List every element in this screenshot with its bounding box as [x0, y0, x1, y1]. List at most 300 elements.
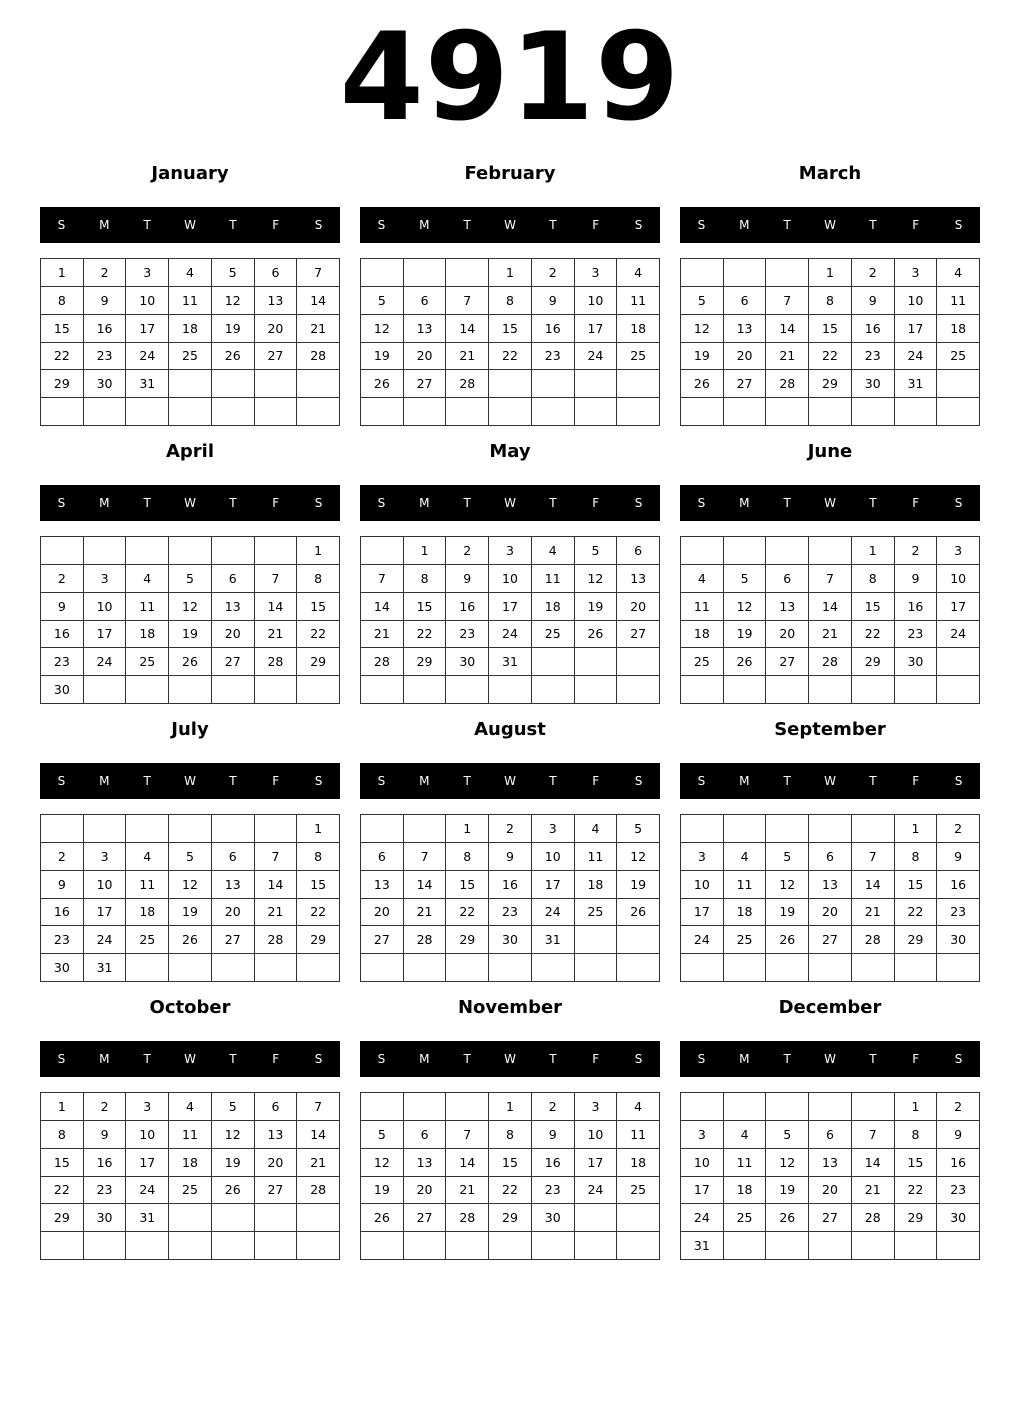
day-cell: 19	[169, 899, 212, 927]
day-cell: 14	[297, 1121, 340, 1149]
day-cell: 10	[575, 1121, 618, 1149]
empty-day-cell	[852, 398, 895, 426]
weekday-label: F	[912, 774, 920, 788]
day-cell: 17	[575, 315, 618, 343]
day-cell: 30	[84, 1204, 127, 1232]
day-cell: 12	[681, 315, 724, 343]
day-cell: 6	[212, 843, 255, 871]
empty-day-cell	[169, 676, 212, 704]
weekday-label: F	[272, 774, 280, 788]
day-cell: 29	[297, 926, 340, 954]
day-cell: 23	[895, 621, 938, 649]
day-cell: 18	[724, 899, 767, 927]
day-cell: 19	[617, 871, 660, 899]
weekday-label: W	[824, 774, 836, 788]
day-cell: 26	[724, 648, 767, 676]
empty-day-cell	[255, 1204, 298, 1232]
day-cell: 17	[532, 871, 575, 899]
weekday-label: W	[184, 496, 196, 510]
weekday-label: F	[592, 496, 600, 510]
weekday-label: W	[504, 1052, 516, 1066]
day-cell: 5	[681, 287, 724, 315]
day-cell: 4	[617, 259, 660, 287]
day-cell: 28	[852, 926, 895, 954]
month-name: October	[149, 997, 231, 1018]
day-cell: 28	[809, 648, 852, 676]
day-cell: 11	[126, 593, 169, 621]
day-cell: 21	[255, 899, 298, 927]
weekday-label: T	[229, 496, 237, 510]
empty-day-cell	[724, 1232, 767, 1260]
day-cell: 1	[404, 537, 447, 565]
empty-day-cell	[361, 1093, 404, 1121]
empty-day-cell	[169, 815, 212, 843]
empty-day-cell	[617, 926, 660, 954]
empty-day-cell	[212, 1204, 255, 1232]
day-cell: 17	[937, 593, 980, 621]
day-cell: 27	[404, 370, 447, 398]
day-cell: 29	[41, 370, 84, 398]
day-cell: 29	[809, 370, 852, 398]
day-cell: 24	[489, 621, 532, 649]
empty-day-cell	[681, 398, 724, 426]
weekday-header	[40, 763, 340, 799]
day-cell: 9	[532, 287, 575, 315]
day-cell: 27	[255, 343, 298, 371]
empty-day-cell	[212, 370, 255, 398]
day-cell: 4	[724, 843, 767, 871]
weekday-label: W	[824, 1052, 836, 1066]
empty-day-cell	[126, 954, 169, 982]
empty-day-cell	[766, 537, 809, 565]
day-cell: 16	[41, 899, 84, 927]
empty-day-cell	[766, 954, 809, 982]
day-cell: 11	[532, 565, 575, 593]
empty-day-cell	[575, 648, 618, 676]
day-cell: 24	[895, 343, 938, 371]
day-cell: 3	[84, 565, 127, 593]
day-cell: 23	[532, 1177, 575, 1205]
day-cell: 15	[446, 871, 489, 899]
month-name: June	[807, 441, 853, 462]
month-name: November	[457, 997, 563, 1018]
weekday-label: T	[463, 218, 471, 232]
day-grid	[680, 258, 980, 426]
day-cell: 27	[809, 1204, 852, 1232]
empty-day-cell	[809, 815, 852, 843]
empty-day-cell	[617, 648, 660, 676]
month-name: July	[171, 719, 209, 740]
day-cell: 31	[489, 648, 532, 676]
day-cell: 25	[169, 1177, 212, 1205]
day-cell: 10	[681, 871, 724, 899]
day-cell: 5	[212, 1093, 255, 1121]
weekday-label: S	[377, 496, 386, 510]
day-cell: 27	[617, 621, 660, 649]
empty-day-cell	[255, 815, 298, 843]
day-cell: 23	[937, 899, 980, 927]
weekday-label: T	[463, 496, 471, 510]
day-cell: 26	[766, 926, 809, 954]
day-cell: 20	[404, 343, 447, 371]
day-cell: 8	[404, 565, 447, 593]
empty-day-cell	[575, 676, 618, 704]
day-cell: 29	[446, 926, 489, 954]
day-cell: 25	[724, 1204, 767, 1232]
year-title: 4919	[339, 7, 681, 148]
empty-day-cell	[361, 1232, 404, 1260]
day-cell: 3	[126, 1093, 169, 1121]
weekday-label: T	[549, 218, 557, 232]
weekday-label: W	[504, 496, 516, 510]
day-grid	[360, 814, 660, 982]
empty-day-cell	[84, 537, 127, 565]
day-cell: 24	[126, 343, 169, 371]
day-cell: 8	[297, 565, 340, 593]
day-cell: 26	[169, 648, 212, 676]
day-cell: 22	[41, 343, 84, 371]
day-grid	[360, 1092, 660, 1260]
weekday-label: S	[314, 774, 323, 788]
day-cell: 8	[41, 1121, 84, 1149]
empty-day-cell	[169, 1232, 212, 1260]
day-cell: 20	[724, 343, 767, 371]
day-cell: 2	[937, 815, 980, 843]
day-cell: 3	[681, 1121, 724, 1149]
empty-day-cell	[766, 1232, 809, 1260]
day-cell: 2	[895, 537, 938, 565]
day-cell: 14	[852, 871, 895, 899]
day-cell: 24	[575, 1177, 618, 1205]
day-cell: 19	[361, 343, 404, 371]
day-cell: 16	[446, 593, 489, 621]
empty-day-cell	[361, 676, 404, 704]
empty-day-cell	[297, 1232, 340, 1260]
weekday-label: S	[57, 496, 66, 510]
empty-day-cell	[532, 370, 575, 398]
empty-day-cell	[532, 1232, 575, 1260]
day-cell: 30	[937, 926, 980, 954]
weekday-label: S	[697, 218, 706, 232]
weekday-label: T	[869, 496, 877, 510]
day-cell: 23	[84, 343, 127, 371]
day-cell: 26	[766, 1204, 809, 1232]
day-cell: 3	[489, 537, 532, 565]
day-cell: 10	[84, 593, 127, 621]
day-cell: 2	[446, 537, 489, 565]
day-cell: 8	[852, 565, 895, 593]
day-cell: 9	[532, 1121, 575, 1149]
empty-day-cell	[361, 954, 404, 982]
empty-day-cell	[361, 537, 404, 565]
day-cell: 2	[84, 1093, 127, 1121]
day-cell: 7	[297, 1093, 340, 1121]
day-cell: 21	[809, 621, 852, 649]
day-cell: 27	[255, 1177, 298, 1205]
day-cell: 13	[766, 593, 809, 621]
empty-day-cell	[724, 815, 767, 843]
day-cell: 17	[489, 593, 532, 621]
day-cell: 28	[297, 343, 340, 371]
day-cell: 9	[84, 1121, 127, 1149]
day-cell: 4	[937, 259, 980, 287]
empty-day-cell	[169, 370, 212, 398]
day-cell: 28	[446, 1204, 489, 1232]
day-cell: 20	[255, 315, 298, 343]
day-cell: 1	[297, 537, 340, 565]
day-cell: 25	[575, 899, 618, 927]
weekday-label: S	[954, 1052, 963, 1066]
day-cell: 14	[446, 315, 489, 343]
day-cell: 6	[809, 1121, 852, 1149]
month-name: April	[165, 441, 215, 462]
empty-day-cell	[681, 676, 724, 704]
empty-day-cell	[575, 926, 618, 954]
weekday-label: M	[99, 496, 110, 510]
day-grid	[40, 536, 340, 704]
empty-day-cell	[617, 676, 660, 704]
day-cell: 26	[361, 1204, 404, 1232]
day-cell: 4	[169, 1093, 212, 1121]
weekday-label: T	[549, 774, 557, 788]
weekday-label: M	[419, 1052, 430, 1066]
empty-day-cell	[255, 1232, 298, 1260]
empty-day-cell	[575, 398, 618, 426]
day-cell: 18	[681, 621, 724, 649]
day-cell: 8	[895, 1121, 938, 1149]
weekday-label: M	[739, 496, 750, 510]
empty-day-cell	[681, 815, 724, 843]
day-cell: 10	[84, 871, 127, 899]
day-cell: 26	[361, 370, 404, 398]
empty-day-cell	[297, 954, 340, 982]
day-cell: 21	[404, 899, 447, 927]
day-cell: 9	[41, 593, 84, 621]
month-name: May	[489, 441, 531, 462]
day-cell: 2	[84, 259, 127, 287]
day-cell: 14	[766, 315, 809, 343]
day-cell: 11	[169, 287, 212, 315]
day-cell: 23	[532, 343, 575, 371]
empty-day-cell	[532, 398, 575, 426]
day-cell: 24	[84, 926, 127, 954]
weekday-label: M	[99, 1052, 110, 1066]
day-cell: 2	[532, 1093, 575, 1121]
day-cell: 8	[446, 843, 489, 871]
weekday-label: T	[783, 774, 791, 788]
weekday-label: T	[869, 774, 877, 788]
empty-day-cell	[212, 1232, 255, 1260]
day-cell: 7	[446, 287, 489, 315]
day-cell: 18	[617, 1149, 660, 1177]
day-cell: 24	[681, 926, 724, 954]
empty-day-cell	[41, 537, 84, 565]
day-cell: 12	[766, 1149, 809, 1177]
weekday-label: W	[824, 218, 836, 232]
day-cell: 31	[84, 954, 127, 982]
day-cell: 30	[895, 648, 938, 676]
empty-day-cell	[404, 815, 447, 843]
day-cell: 9	[41, 871, 84, 899]
day-cell: 8	[489, 1121, 532, 1149]
weekday-label: F	[592, 218, 600, 232]
day-cell: 10	[681, 1149, 724, 1177]
weekday-label: S	[377, 774, 386, 788]
day-cell: 15	[895, 1149, 938, 1177]
day-cell: 13	[404, 1149, 447, 1177]
day-cell: 7	[852, 843, 895, 871]
day-cell: 24	[937, 621, 980, 649]
empty-day-cell	[255, 954, 298, 982]
day-cell: 13	[361, 871, 404, 899]
day-cell: 13	[617, 565, 660, 593]
day-cell: 11	[724, 871, 767, 899]
day-cell: 12	[766, 871, 809, 899]
day-cell: 5	[361, 1121, 404, 1149]
day-cell: 4	[575, 815, 618, 843]
day-cell: 30	[41, 676, 84, 704]
day-cell: 21	[852, 1177, 895, 1205]
day-cell: 4	[126, 565, 169, 593]
day-cell: 12	[169, 593, 212, 621]
day-cell: 21	[255, 621, 298, 649]
day-cell: 12	[617, 843, 660, 871]
day-cell: 24	[126, 1177, 169, 1205]
empty-day-cell	[724, 676, 767, 704]
day-cell: 31	[126, 370, 169, 398]
day-cell: 16	[937, 871, 980, 899]
day-cell: 1	[297, 815, 340, 843]
day-cell: 8	[895, 843, 938, 871]
day-cell: 19	[766, 1177, 809, 1205]
day-cell: 13	[404, 315, 447, 343]
day-cell: 14	[255, 871, 298, 899]
day-cell: 1	[41, 259, 84, 287]
empty-day-cell	[852, 1093, 895, 1121]
weekday-label: T	[549, 496, 557, 510]
day-cell: 20	[361, 899, 404, 927]
empty-day-cell	[404, 1093, 447, 1121]
empty-day-cell	[84, 815, 127, 843]
weekday-label: T	[463, 1052, 471, 1066]
day-cell: 15	[297, 593, 340, 621]
day-cell: 27	[809, 926, 852, 954]
day-cell: 22	[895, 1177, 938, 1205]
empty-day-cell	[361, 259, 404, 287]
weekday-label: S	[954, 774, 963, 788]
empty-day-cell	[169, 954, 212, 982]
empty-day-cell	[724, 398, 767, 426]
empty-day-cell	[766, 398, 809, 426]
day-cell: 3	[575, 259, 618, 287]
day-cell: 12	[361, 1149, 404, 1177]
weekday-label: T	[229, 218, 237, 232]
day-cell: 29	[895, 1204, 938, 1232]
day-cell: 26	[169, 926, 212, 954]
empty-day-cell	[297, 676, 340, 704]
day-cell: 16	[532, 315, 575, 343]
empty-day-cell	[766, 1093, 809, 1121]
day-cell: 18	[575, 871, 618, 899]
empty-day-cell	[297, 1204, 340, 1232]
weekday-label: T	[549, 1052, 557, 1066]
day-cell: 8	[297, 843, 340, 871]
day-cell: 4	[126, 843, 169, 871]
empty-day-cell	[724, 954, 767, 982]
empty-day-cell	[937, 370, 980, 398]
day-cell: 28	[361, 648, 404, 676]
weekday-header	[680, 763, 980, 799]
empty-day-cell	[446, 1232, 489, 1260]
weekday-label: S	[314, 1052, 323, 1066]
day-cell: 28	[766, 370, 809, 398]
weekday-label: W	[184, 774, 196, 788]
day-cell: 9	[937, 843, 980, 871]
day-cell: 12	[724, 593, 767, 621]
weekday-label: S	[697, 1052, 706, 1066]
empty-day-cell	[212, 954, 255, 982]
weekday-label: F	[592, 774, 600, 788]
month-name: August	[474, 719, 546, 740]
day-cell: 16	[895, 593, 938, 621]
day-cell: 5	[766, 843, 809, 871]
day-cell: 17	[575, 1149, 618, 1177]
day-cell: 8	[489, 287, 532, 315]
day-cell: 24	[681, 1204, 724, 1232]
empty-day-cell	[724, 537, 767, 565]
day-cell: 14	[446, 1149, 489, 1177]
weekday-label: S	[314, 496, 323, 510]
day-cell: 6	[617, 537, 660, 565]
day-cell: 29	[41, 1204, 84, 1232]
day-cell: 19	[575, 593, 618, 621]
day-cell: 14	[361, 593, 404, 621]
weekday-label: S	[57, 774, 66, 788]
day-cell: 7	[404, 843, 447, 871]
day-cell: 21	[446, 1177, 489, 1205]
day-cell: 5	[361, 287, 404, 315]
day-cell: 17	[84, 621, 127, 649]
weekday-label: W	[504, 218, 516, 232]
day-cell: 19	[681, 343, 724, 371]
empty-day-cell	[84, 676, 127, 704]
day-cell: 1	[446, 815, 489, 843]
day-cell: 28	[255, 926, 298, 954]
day-cell: 1	[895, 1093, 938, 1121]
day-cell: 10	[126, 287, 169, 315]
weekday-label: M	[739, 774, 750, 788]
day-cell: 12	[212, 287, 255, 315]
day-cell: 25	[681, 648, 724, 676]
empty-day-cell	[212, 537, 255, 565]
day-cell: 28	[852, 1204, 895, 1232]
weekday-label: F	[272, 218, 280, 232]
day-cell: 21	[852, 899, 895, 927]
day-cell: 30	[937, 1204, 980, 1232]
day-cell: 18	[937, 315, 980, 343]
day-cell: 5	[724, 565, 767, 593]
empty-day-cell	[852, 815, 895, 843]
day-cell: 20	[766, 621, 809, 649]
day-cell: 21	[766, 343, 809, 371]
day-cell: 11	[575, 843, 618, 871]
day-cell: 30	[532, 1204, 575, 1232]
day-cell: 3	[84, 843, 127, 871]
day-cell: 15	[809, 315, 852, 343]
day-cell: 4	[724, 1121, 767, 1149]
weekday-label: T	[783, 1052, 791, 1066]
empty-day-cell	[809, 1232, 852, 1260]
